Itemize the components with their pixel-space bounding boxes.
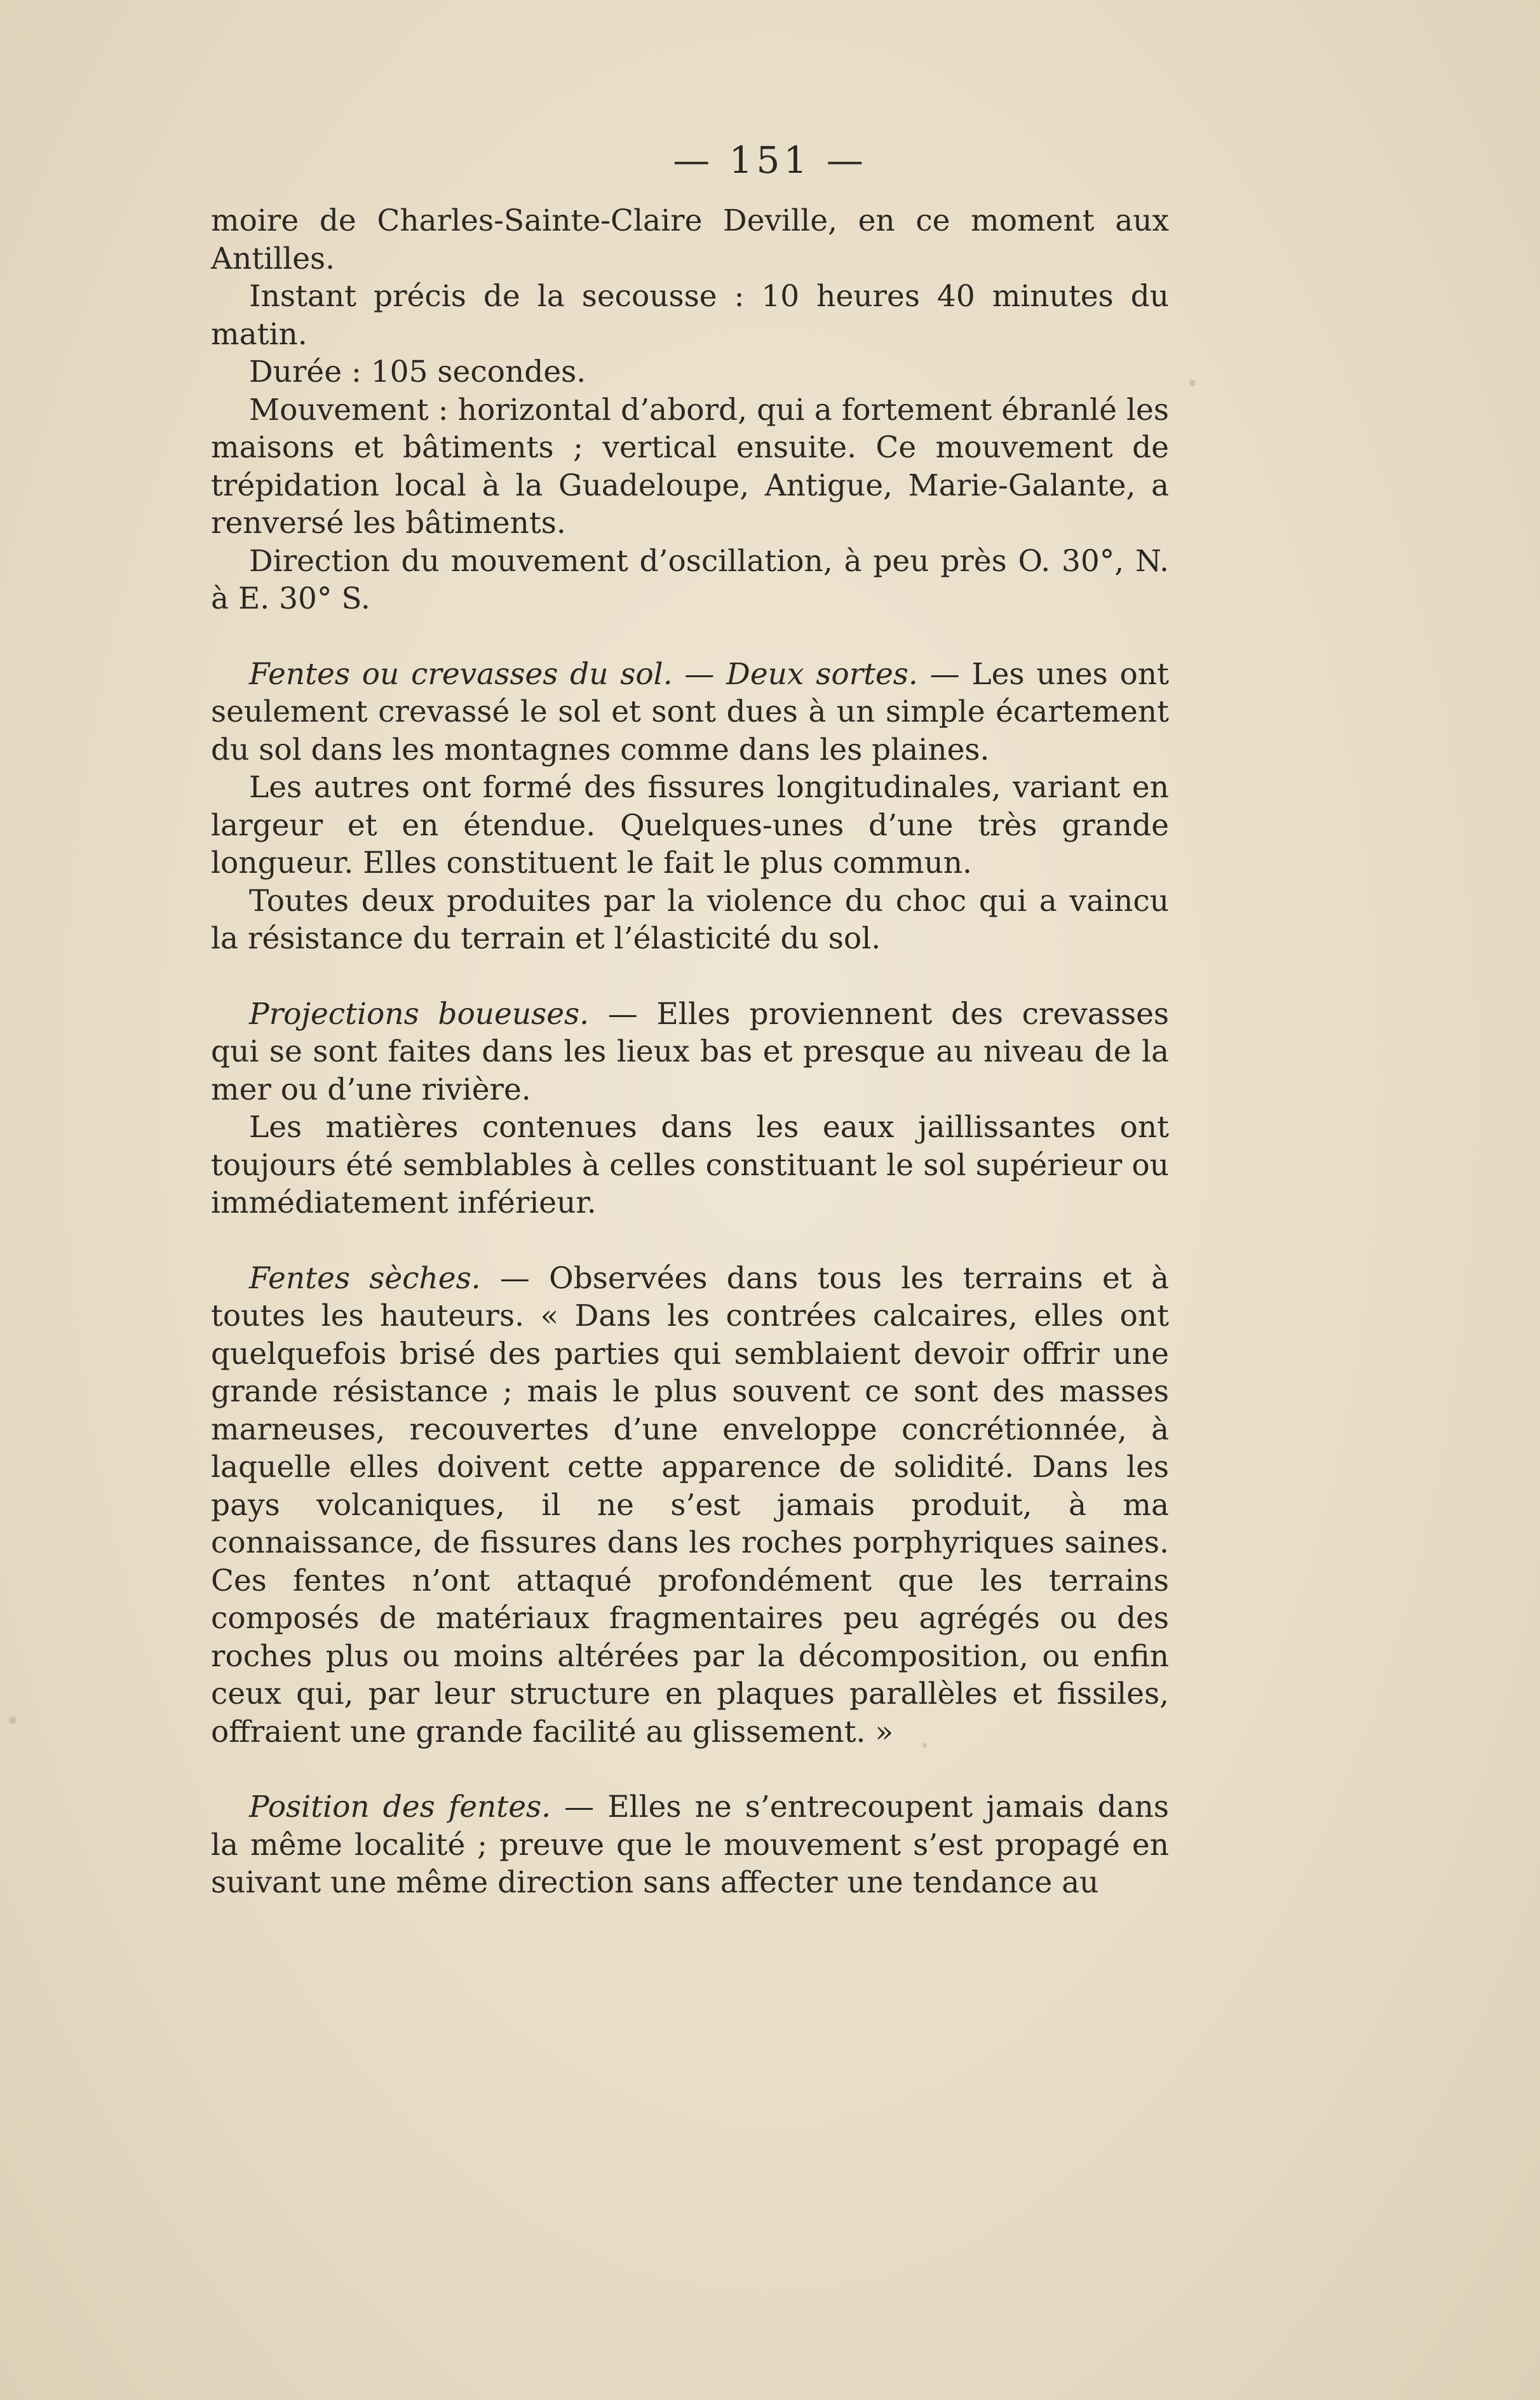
paragraph-matieres: Les matières contenues dans les eaux jaillissantes ont toujours été semblables à celles constituant le sol supérieur ou immédiatement inférieur. [211, 1110, 1169, 1220]
paragraph-projections [211, 995, 1169, 1109]
paragraph-continuation: moire de Charles-Sainte-Claire Deville, en ce moment aux Antilles. [211, 203, 1169, 276]
paper-spot [1189, 380, 1196, 386]
paragraph-text: — Elles ne s’entrecoupent jamais dans la même localité ; preuve que le mouvement s’est propagé en suivant une même direction sans affecter une tendance au [211, 1790, 1170, 1900]
paragraph-text: — Les unes ont seulement crevassé le sol et sont dues à un simple écartement du sol dans les montagnes comme dans les plaines. [211, 656, 1169, 767]
paragraph-text: — Observées dans tous les terrains et à toutes les hauteurs. « Dans les contrées calcaires, elles ont quelquefois brisé des parties qui semblaient devoir offrir une grande résistance ; mais le plus souvent ce sont des masses marneuses, recouvertes d’une enveloppe concrétionnée, à laquelle elles doivent cette apparence de solidité. Dans les pays volcaniques, il ne s’est jamais produit, à ma connaissance, de fissures dans les roches porphyriques saines. Ces fentes n’ont attaqué profondément que les terrains composés de matériaux fragmentaires peu agrégés ou des roches plus ou moins altérées par la décomposition, ou enfin ceux qui, par leur structure en plaques parallèles et fissiles, offraient une grande facilité au glissement. » [211, 1260, 1169, 1749]
paragraph-instant: Instant précis de la secousse : 10 heures 40 minutes du matin. [211, 279, 1169, 352]
page-number: — 151 — [673, 138, 867, 182]
paragraph-mouvement: Mouvement : horizontal d’abord, qui a fortement ébranlé les maisons et bâtiments ; vertical ensuite. Ce mouvement de trépidation local à la Guadeloupe, Antigue, Marie-Galante, a renversé les bâtiments. [211, 392, 1169, 541]
paragraph-autres: Les autres ont formé des fissures longitudinales, variant en largeur et en étendue. Quelques-unes d’une très grande longueur. Elles constituent le fait le plus commun. [211, 770, 1169, 880]
paragraph-toutes-deux: Toutes deux produites par la violence du choc qui a vaincu la résistance du terrain et l’élasticité du sol. [211, 883, 1169, 956]
paragraph-direction: Direction du mouvement d’oscillation, à peu près O. 30°, N. à E. 30° S. [211, 543, 1169, 616]
paragraph-fentes-crevasses [211, 656, 1169, 769]
paragraph-position [211, 1788, 1169, 1902]
paper-spot [9, 1716, 17, 1724]
paragraph-text: — Elles proviennent des crevasses qui se sont faites dans les lieux bas et presque au niveau de la mer ou d’une rivière. [211, 996, 1170, 1107]
section-heading: Projections boueuses. [249, 996, 590, 1032]
paragraph-fentes-seches [211, 1260, 1169, 1751]
section-heading: Fentes sèches. [249, 1260, 481, 1296]
section-heading: Fentes ou crevasses du sol. — Deux sortes. [249, 656, 918, 692]
page-body [211, 202, 1169, 1902]
paragraph-duree: Durée : 105 secondes. [249, 354, 586, 389]
section-heading: Position des fentes. [249, 1790, 551, 1824]
